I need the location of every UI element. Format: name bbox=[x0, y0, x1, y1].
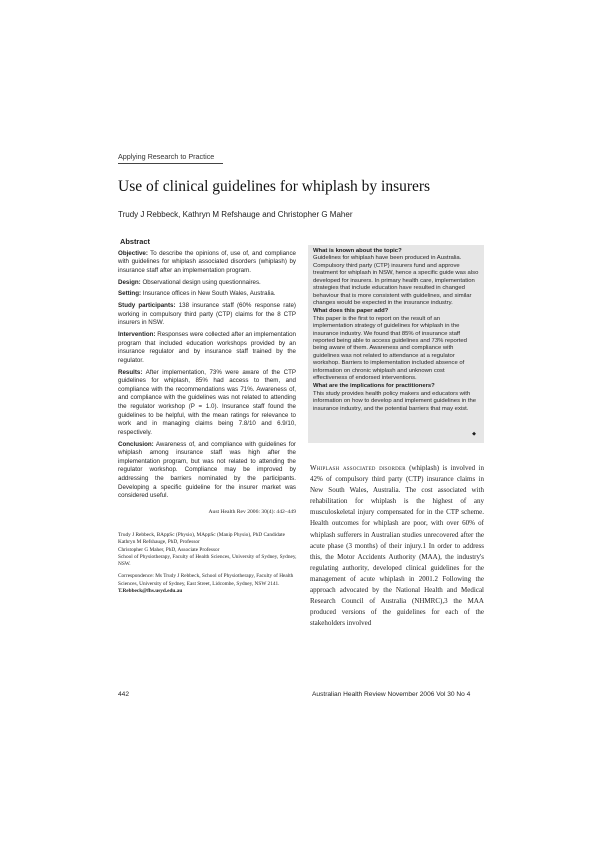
body-content: (whiplash) is involved in 42% of compulsory third party (CTP) insurance claims in New South Wales, Australia. The cost associated with rehabilitation for whiplash is the highest of any musculoskeletal injury compensated for in the CTP scheme. Health outcomes for whiplash are poor, with over 60% of whiplash sufferers in Australian studies unrecovered after the acute phase (3 months) of their injury.1 In order to address this, the Motor Accidents Authority (MAA), the industry's regulating authority, developed clinical guidelines for the management of acute whiplash in 2001.2 Following the approach advocated by the National Health and Medical Research Council of Australia (NHMRC),3 the MAA produced versions of the guidelines for each of the stakeholders involved bbox=[310, 464, 484, 628]
page-number: 442 bbox=[118, 691, 130, 698]
abstract-label: Setting: bbox=[118, 290, 142, 298]
body-text bbox=[310, 463, 484, 629]
abstract-text: To describe the opinions of, use of, and compliance with guidelines for whiplash associated disorders (whiplash) by insurance staff after an implementation program. bbox=[118, 249, 296, 274]
box-question: What does this paper add? bbox=[313, 308, 389, 315]
affiliation-line: School of Physiotherapy, Faculty of Health Sciences, University of Sydney, Sydney, NSW. bbox=[118, 553, 297, 568]
body-paragraph bbox=[310, 463, 484, 629]
abstract-label: Objective: bbox=[118, 249, 148, 257]
abstract-text: Observational design using questionnaires. bbox=[142, 278, 261, 286]
abstract-text: After implementation, 73% were aware of the CTP guidelines for whiplash, 85% had access to them, and compliance with the recommendations was 71%. Awareness of, and compliance with the guidelines was not related to attending the regulator workshop (P = 1.0). Insurance staff found the guidelines to be helpful, with the mean ratings for relevance to work and in managing claims being 7.8/10 and 6.9/10, respectively. bbox=[118, 368, 296, 436]
abstract-text: Insurance offices in New South Wales, Australia. bbox=[142, 290, 276, 298]
box-question: What are the implications for practitioners? bbox=[313, 383, 435, 390]
correspondence-email[interactable]: T.Rebbeck@fhs.usyd.edu.au bbox=[118, 588, 183, 595]
abstract-text: 138 insurance staff (60% response rate) working in compulsory third party (CTP) claims for the 8 CTP insurers in NSW. bbox=[118, 302, 296, 327]
end-diamond-icon: ◆ bbox=[472, 430, 476, 437]
abstract-setting bbox=[118, 290, 296, 299]
section-rule bbox=[118, 163, 223, 164]
key-points-box bbox=[308, 245, 484, 443]
abstract-conclusion bbox=[118, 441, 296, 501]
abstract-text: Awareness of, and compliance with guidelines for whiplash among insurance staff was high after the implementation program, but was not related to attending the regulator workshop. Compliance may be improved by addressing the barriers nominated by the participants. Developing a specific guideline for the insurer market was considered useful. bbox=[118, 440, 296, 500]
body-lead: Whiplash associated disorder bbox=[310, 464, 406, 472]
author-list: Trudy J Rebbeck, Kathryn M Refshauge and Christopher G Maher bbox=[118, 210, 353, 219]
paper-title: Use of clinical guidelines for whiplash by insurers bbox=[118, 178, 431, 195]
abstract-objective bbox=[118, 250, 296, 276]
abstract-label: Conclusion: bbox=[118, 440, 154, 448]
affiliation-line: Trudy J Rebbeck, BAppSc (Physio), MAppSc (Manip Physio), PhD Candidate bbox=[118, 532, 285, 538]
box-answer: This paper is the first to report on the result of an implementation strategy of guidelines for whiplash in the insurance industry. We found that 85% of insurance staff reported being able to access guidelines and 73% reported being aware of them. Awareness and compliance with guidelines was not related to attendance at a regulator workshop. Barriers to implementation included absence of information on chronic whiplash and unknown cost effectiveness of endorsed interventions. bbox=[313, 315, 467, 382]
abstract-text: Responses were collected after an implementation program that included education workshops provided by an insurance regulator and by insurance staff trained by the regulator. bbox=[118, 331, 296, 364]
affiliation-line: Kathryn M Refshauge, PhD, Professor bbox=[118, 539, 200, 546]
abstract-intervention bbox=[118, 331, 296, 365]
box-question: What is known about the topic? bbox=[313, 248, 402, 254]
abstract-heading: Abstract bbox=[120, 237, 150, 246]
affiliation-line: Christopher G Maher, PhD, Associate Professor bbox=[118, 546, 220, 553]
abstract-label: Study participants: bbox=[118, 302, 176, 310]
footer-journal: Australian Health Review November 2006 Vol 30 No 4 bbox=[312, 691, 471, 698]
journal-citation: Aust Health Rev 2006: 30(4): 442–449 bbox=[208, 508, 296, 515]
correspondence-address: Correspondence: Ms Trudy J Rebbeck, School of Physiotherapy, Faculty of Health Sciences, University of Sydney, East Street, Lidcombe, Sydney, NSW 2141. bbox=[118, 573, 294, 587]
abstract bbox=[118, 238, 296, 516]
abstract-label: Design: bbox=[118, 278, 141, 286]
abstract-design bbox=[118, 279, 296, 288]
abstract-label: Results: bbox=[118, 368, 143, 376]
box-answer: Guidelines for whiplash have been produced in Australia. Compulsory third party (CTP) insurers fund and approve treatment for whiplash in NSW, hence a specific guide was also developed for insurers. In primary health care, implementation strategies that include education have resulted in changed behaviour that is more consistent with guidelines, and similar changes would be expected in the insurance industry. bbox=[313, 255, 479, 307]
abstract-label: Intervention: bbox=[118, 331, 156, 339]
author-affiliations bbox=[118, 532, 298, 595]
abstract-participants bbox=[118, 302, 296, 328]
section-label: Applying Research to Practice bbox=[118, 152, 215, 161]
abstract-results bbox=[118, 369, 296, 438]
box-answer: This study provides health policy makers and educators with information on how to develop and implement guidelines in the insurance industry, and the potential barriers that may exist. bbox=[313, 390, 477, 412]
